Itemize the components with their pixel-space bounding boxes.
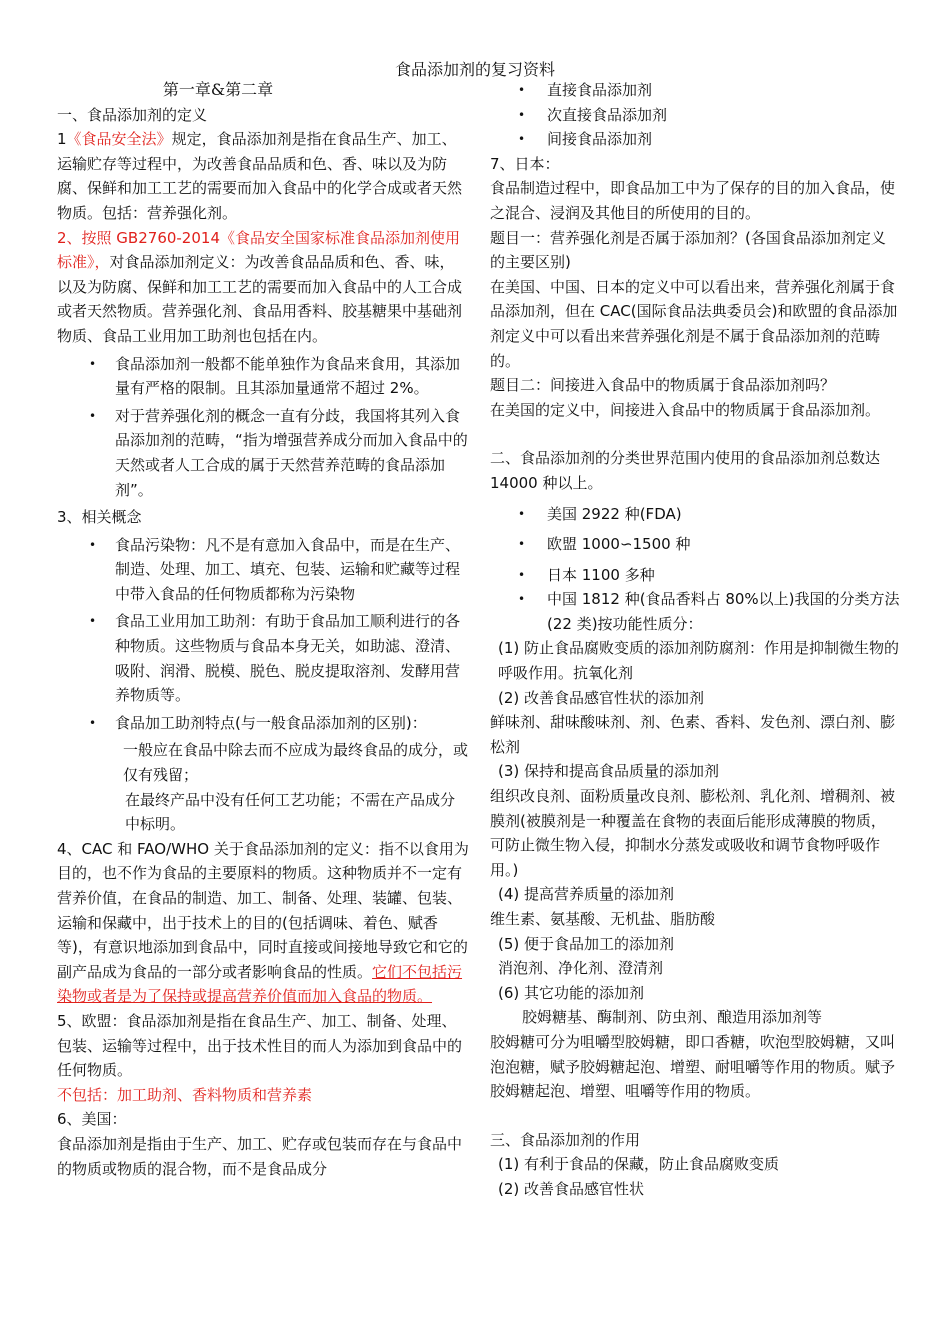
japan-definition-heading: 7、日本： [490, 154, 560, 173]
bullet-item: • 次直接食品添加剂 [490, 103, 900, 128]
function-category-4-text: 维生素、氨基酸、无机盐、脂肪酸 [490, 910, 716, 928]
bullet-item: • 食品工业用加工助剂：有助于食品加工顺利进行的各种物质。这些物质与食品本身无关，如助滤、澄清、吸附、润滑、脱模、脱色、脱皮提取溶剂、发酵用营养物质等。 [57, 609, 469, 707]
gum-paragraph: 胶姆糖可分为咀嚼型胶姆糖，即口香糖，吹泡型胶姆糖，又叫泡泡糖，赋予胶姆糖起泡、增塑、耐咀嚼等作用的物质。赋予胶姆糖起泡、增塑、咀嚼等作用的物质。 [490, 1032, 896, 1101]
bullet-item: • 美国 2922 种(FDA) [490, 502, 900, 527]
function-category-2-text: 鲜味剂、甜味酸味剂、剂、色素、香料、发色剂、漂白剂、膨松剂 [490, 713, 896, 756]
standard-name-highlight: 2、按照 GB2760-2014《食品安全国家标准食品添加剂使用标准》， [57, 228, 460, 272]
spacer [490, 422, 900, 446]
left-column [57, 78, 469, 1181]
eu-exclusion-highlight: 不包括：加工助剂、香料物质和营养素 [57, 1085, 313, 1104]
function-category-5: (5) 便于食品加工的添加剂 [498, 934, 675, 953]
section-classification-heading: 二、食品添加剂的分类世界范围内使用的食品添加剂总数达 14000 种以上。 [490, 449, 881, 492]
bullet-item: • 对于营养强化剂的概念一直有分歧，我国将其列入食品添加剂的范畴，“指为增强营养成分而加入食品中的天然或者人工合成的属于天然营养范畴的食品添加剂”。 [57, 404, 469, 502]
spacer [490, 1104, 900, 1128]
function-category-3-text: 组织改良剂、面粉质量改良剂、膨松剂、乳化剂、增稠剂、被膜剂(被膜剂是一种覆盖在食物的表面后能形成薄膜的物质，可防止微生物入侵，抑制水分蒸发或吸收和调节食物呼吸作用。) [490, 787, 896, 879]
bullet-item: • 日本 1100 多种 [490, 563, 900, 588]
function-effect-1: (1) 有利于食品的保藏，防止食品腐败变质 [498, 1155, 780, 1174]
bullet-item: • 食品添加剂一般都不能单独作为食品来食用，其添加量有严格的限制。且其添加量通常不超过 2%。 [57, 352, 469, 401]
document-title: 食品添加剂的复习资料 [394, 60, 555, 79]
paragraph-food-safety-law [57, 127, 469, 225]
paragraph-gb2760 [57, 226, 469, 349]
right-column [490, 78, 900, 1202]
processing-aid-feature-1: 一般应在食品中除去而不应成为最终食品的成分，或仅有残留； [123, 741, 469, 785]
paragraph-eu-definition: 5、欧盟：食品添加剂是指在食品生产、加工、制备、处理、包装、运输等过程中，出于技术性目的而人为添加到食品中的任何物质。 [57, 1011, 463, 1080]
chapter-heading: 第一章&第二章 [162, 80, 274, 99]
section-definition-heading: 一、食品添加剂的定义 [57, 105, 208, 124]
section-related-concepts-heading: 3、相关概念 [57, 508, 142, 527]
exclusion-highlight: 它们不包括污染物或者是为了保持或提高营养价值而加入食品的物质。 [57, 962, 463, 1006]
function-category-2: (2) 改善食品感官性状的添加剂 [498, 688, 705, 707]
bullet-item: • 间接食品添加剂 [490, 127, 900, 152]
question-one-answer: 在美国、中国、日本的定义中可以看出来，营养强化剂属于食品添加剂，但在 CAC(国际食品法典委员会)和欧盟的食品添加剂定义中可以看出来营养强化剂是不属于食品添加剂的范畴的。 [490, 277, 898, 370]
question-one: 题目一：营养强化剂是否属于添加剂？(各国食品添加剂定义的主要区别) [490, 228, 886, 272]
question-two: 题目二：间接进入食品中的物质属于食品添加剂吗？ [490, 376, 836, 395]
paragraph-cac-definition [57, 837, 469, 1009]
paragraph-text: 4、CAC 和 FAO/WHO 关于食品添加剂的定义：指不以食用为目的，也不作为食品的主要原料的物质。这种物质并不一定有营养价值，在食品的制造、加工、制备、处理、装罐、包装、运输和保藏中，出于技术上的目的(包括调味、着色、赋香等)，有意识地添加到食品中，同时直接或间接地导致它和它的副产品成为食品的一部分或者影响食品的性质。 [57, 839, 469, 981]
function-category-1: (1) 防止食品腐败变质的添加剂防腐剂：作用是抑制微生物的呼吸作用。抗氧化剂 [498, 639, 900, 683]
bullet-item: • 食品污染物：凡不是有意加入食品中，而是在生产、制造、处理、加工、填充、包装、运输和贮藏等过程中带入食品的任何物质都称为污染物 [57, 533, 469, 607]
function-category-6-text: 胶姆糖基、酶制剂、防虫剂、酿造用添加剂等 [522, 1008, 823, 1027]
bullet-item: • 中国 1812 种(食品香料占 80%以上)我国的分类方法(22 类)按功能性质分： [490, 587, 900, 636]
function-category-6: (6) 其它功能的添加剂 [498, 983, 645, 1002]
bullet-item: • 欧盟 1000∽1500 种 [490, 532, 900, 557]
us-definition-heading: 6、美国： [57, 1110, 127, 1129]
processing-aid-feature-2: 在最终产品中没有任何工艺功能；不需在产品成分中标明。 [125, 790, 456, 834]
paragraph-text: 对食品添加剂定义：为改善食品品质和色、香、味，以及为防腐、保鲜和加工工艺的需要而加入食品中的人工合成或者天然物质。营养强化剂、食品用香料、胶基糖果中基础剂物质、食品工业用加工助剂也包括在内。 [57, 253, 463, 345]
function-category-5-text: 消泡剂、净化剂、澄清剂 [498, 959, 664, 978]
law-name-highlight: 《食品安全法》 [66, 130, 172, 149]
section-function-heading: 三、食品添加剂的作用 [490, 1130, 641, 1149]
paragraph-us-definition: 食品添加剂是指由于生产、加工、贮存或包装而存在与食品中的物质或物质的混合物，而不是食品成分 [57, 1134, 463, 1178]
paragraph-number: 1 [57, 130, 67, 149]
question-two-answer: 在美国的定义中，间接进入食品中的物质属于食品添加剂。 [490, 400, 881, 419]
function-effect-2: (2) 改善食品感官性状 [498, 1179, 645, 1198]
paragraph-japan-definition: 食品制造过程中，即食品加工中为了保存的目的加入食品，使之混合、浸润及其他目的所使用的目的。 [490, 179, 896, 222]
paragraph-text: 规定，食品添加剂是指在食品生产、加工、运输贮存等过程中，为改善食品品质和色、香、味以及为防腐、保鲜和加工工艺的需要而加入食品中的化学合成或者天然物质。包括：营养强化剂。 [57, 130, 463, 222]
bullet-item: • 直接食品添加剂 [490, 78, 900, 103]
function-category-3: (3) 保持和提高食品质量的添加剂 [498, 762, 720, 781]
bullet-item: • 食品加工助剂特点(与一般食品添加剂的区别)： [57, 711, 469, 736]
function-category-4: (4) 提高营养质量的添加剂 [498, 885, 675, 904]
